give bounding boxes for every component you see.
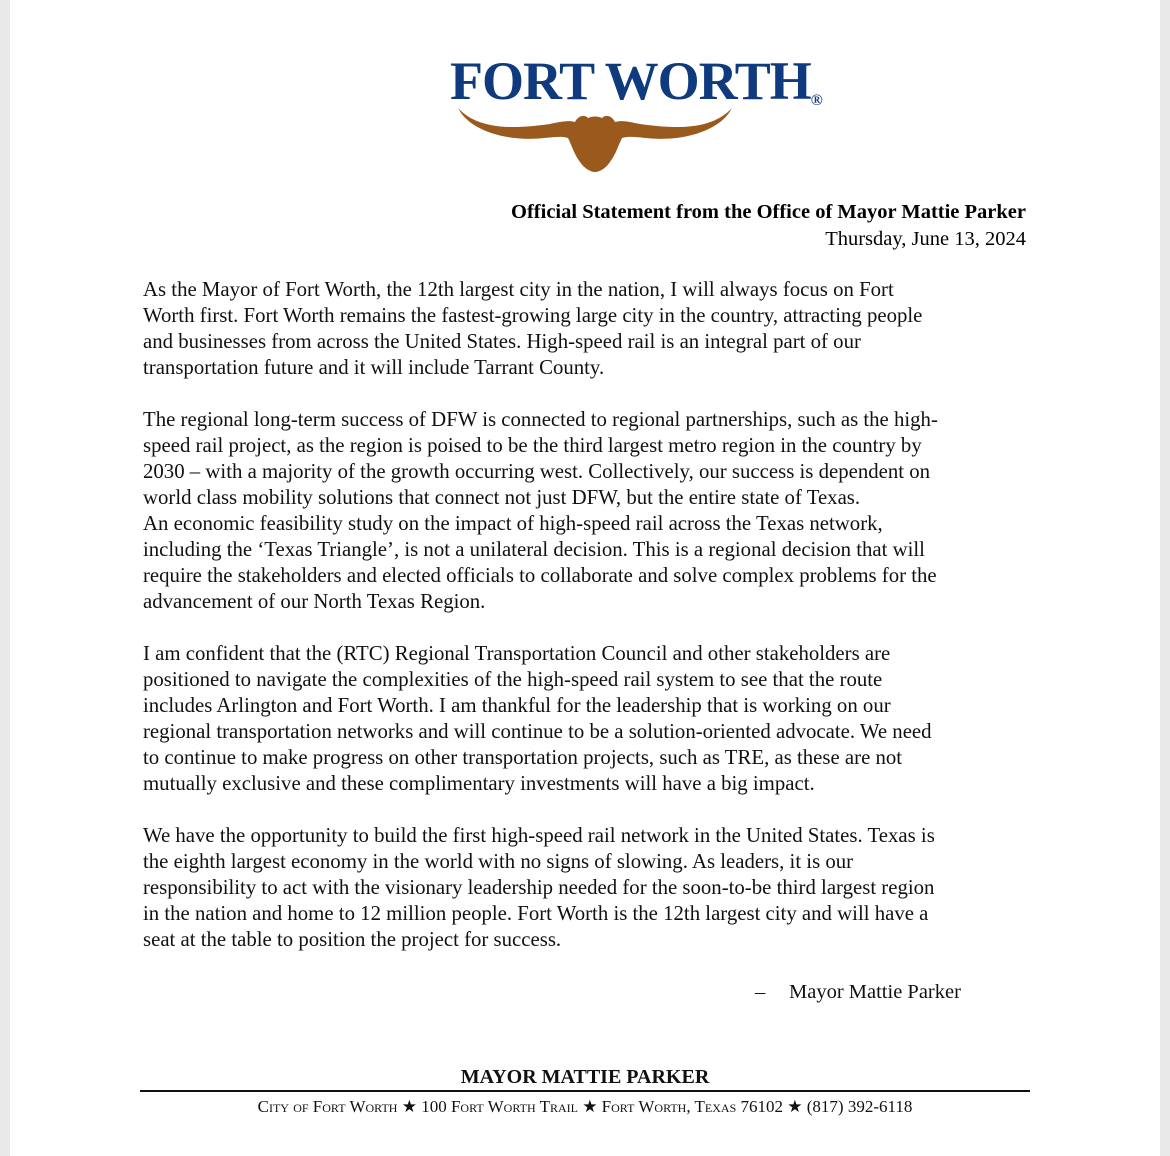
text-line: An economic feasibility study on the impact of high-speed rail across the Texas network, [143,512,883,535]
text-line: responsibility to act with the visionary leadership needed for the soon-to-be third largest region [143,876,935,899]
registered-mark: ® [810,92,823,109]
longhorn-icon [450,102,740,174]
statement-body [143,277,1043,979]
text-line: world class mobility solutions that connect not just DFW, but the entire state of Texas. [143,486,861,509]
paragraph-3 [143,641,1043,797]
logo-wordmark-text: FORT WORTH [450,51,811,111]
text-line: advancement of our North Texas Region. [143,590,486,613]
text-line: mutually exclusive and these complimentary investments will have a big impact. [143,772,815,795]
footer-address: City of Fort Worth ★ 100 Fort Worth Trail ★ Fort Worth, Texas 76102 ★ (817) 392-6118 [257,1097,913,1116]
text-line: including the ‘Texas Triangle’, is not a unilateral decision. This is a regional decision that will [143,538,925,561]
text-line: includes Arlington and Fort Worth. I am thankful for the leadership that is working on our [143,694,891,717]
text-line: the eighth largest economy in the world with no signs of slowing. As leaders, it is our [143,850,854,873]
text-line: positioned to navigate the complexities of the high-speed rail system to see that the route [143,668,883,691]
paragraph-1 [143,277,1043,381]
paragraph-4 [143,823,1043,953]
text-line: seat at the table to position the project for success. [143,928,562,951]
text-line: require the stakeholders and elected officials to collaborate and solve complex problems for the [143,564,937,587]
text-line: I am confident that the (RTC) Regional Transportation Council and other stakeholders are [143,642,891,665]
text-line: We have the opportunity to build the first high-speed rail network in the United States. Texas is [143,824,935,847]
text-line: in the nation and home to 12 million people. Fort Worth is the 12th largest city and will have a [143,902,929,925]
text-line: 2030 – with a majority of the growth occurring west. Collectively, our success is dependent on [143,460,931,483]
text-line: and businesses from across the United States. High-speed rail is an integral part of our [143,330,861,353]
signature-dash: – [755,981,766,1003]
statement-heading [511,199,1026,252]
text-line: speed rail project, as the region is poised to be the third largest metro region in the country by [143,434,922,457]
paragraph-2 [143,407,1043,615]
statement-title: Official Statement from the Office of Mayor Mattie Parker [511,201,1026,223]
text-line: transportation future and it will include Tarrant County. [143,356,605,379]
statement-date: Thursday, June 13, 2024 [825,228,1026,250]
signature [755,979,961,1005]
document-page [10,0,1160,1156]
footer-name: MAYOR MATTIE PARKER [460,1066,710,1088]
footer-divider [140,1090,1030,1092]
text-line: Worth first. Fort Worth remains the fastest-growing large city in the country, attracting people [143,304,923,327]
text-line: regional transportation networks and will continue to be a solution-oriented advocate. We need [143,720,932,743]
fort-worth-logo [450,51,823,174]
signature-name: Mayor Mattie Parker [789,981,961,1003]
text-line: As the Mayor of Fort Worth, the 12th largest city in the nation, I will always focus on Fort [143,278,894,301]
text-line: The regional long-term success of DFW is connected to regional partnerships, such as the high- [143,408,938,431]
text-line: to continue to make progress on other transportation projects, such as TRE, as these are not [143,746,903,769]
